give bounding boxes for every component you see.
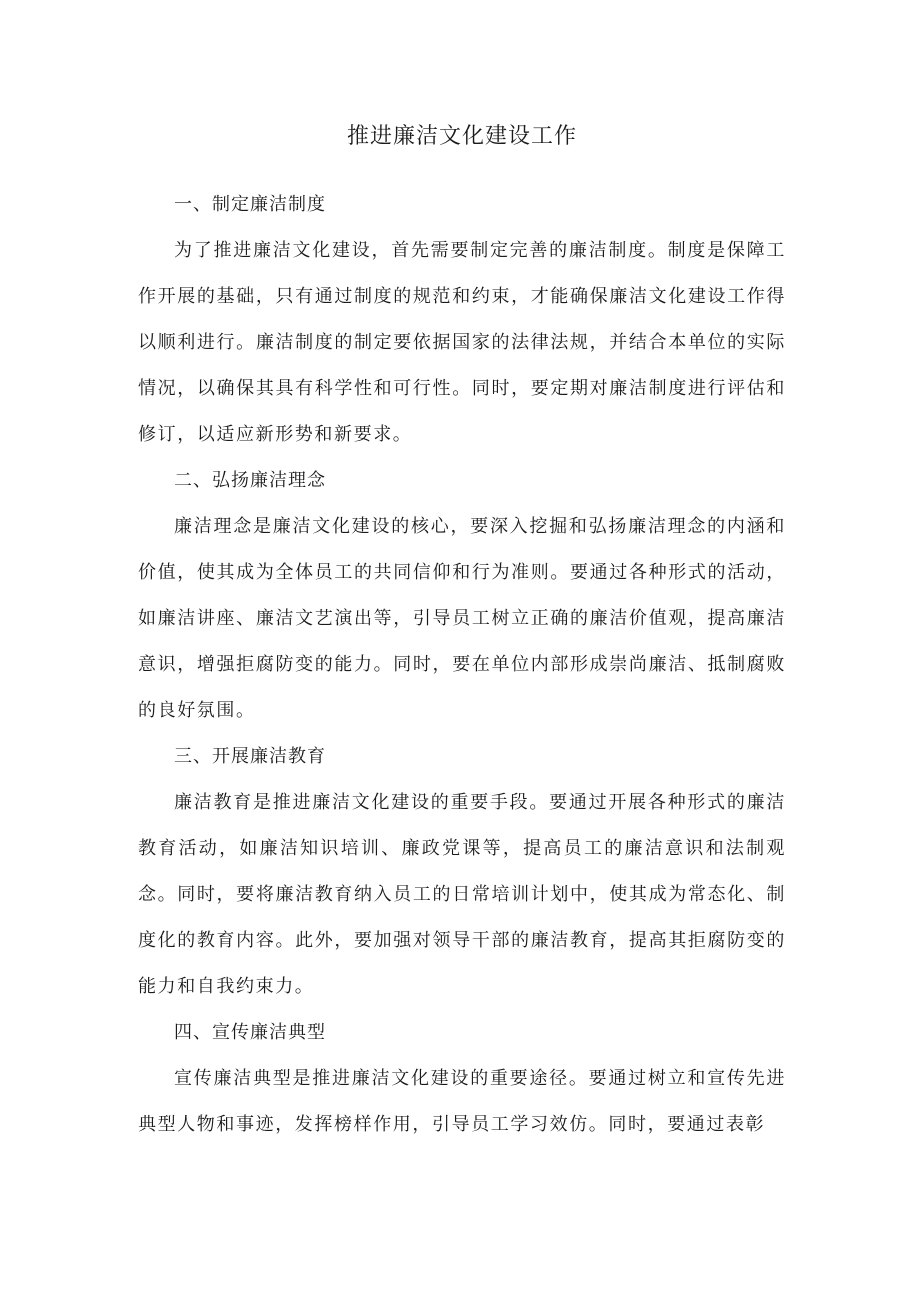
section-3 (138, 734, 786, 1010)
document-title: 推进廉洁文化建设工作 (346, 124, 577, 149)
section-body: 宣传廉洁典型是推进廉洁文化建设的重要途径。要通过树立和宣传先进典型人物和事迹，发挥榜样作用，引导员工学习效仿。同时，要通过表彰 (138, 1068, 786, 1135)
section-body: 廉洁教育是推进廉洁文化建设的重要手段。要通过开展各种形式的廉洁教育活动，如廉洁知识培训、廉政党课等，提高员工的廉洁意识和法制观念。同时，要将廉洁教育纳入员工的日常培训计划中，使其成为常态化、制度化的教育内容。此外，要加强对领导干部的廉洁教育，提高其拒腐防变的能力和自我约束力。 (138, 792, 786, 997)
section-4 (138, 1010, 786, 1148)
section-heading: 三、开展廉洁教育 (174, 746, 326, 767)
section-heading: 四、宣传廉洁典型 (174, 1022, 326, 1043)
section-heading: 一、制定廉洁制度 (174, 194, 326, 215)
section-body: 为了推进廉洁文化建设，首先需要制定完善的廉洁制度。制度是保障工作开展的基础，只有通过制度的规范和约束，才能确保廉洁文化建设工作得以顺利进行。廉洁制度的制定要依据国家的法律法规，并结合本单位的实际情况，以确保其具有科学性和可行性。同时，要定期对廉洁制度进行评估和修订，以适应新形势和新要求。 (138, 240, 786, 445)
section-2 (138, 458, 786, 734)
section-1 (138, 182, 786, 458)
document-page (138, 110, 786, 1148)
section-heading: 二、弘扬廉洁理念 (174, 470, 326, 491)
section-body: 廉洁理念是廉洁文化建设的核心，要深入挖掘和弘扬廉洁理念的内涵和价值，使其成为全体员工的共同信仰和行为准则。要通过各种形式的活动，如廉洁讲座、廉洁文艺演出等，引导员工树立正确的廉洁价值观，提高廉洁意识，增强拒腐防变的能力。同时，要在单位内部形成崇尚廉洁、抵制腐败的良好氛围。 (138, 516, 786, 721)
